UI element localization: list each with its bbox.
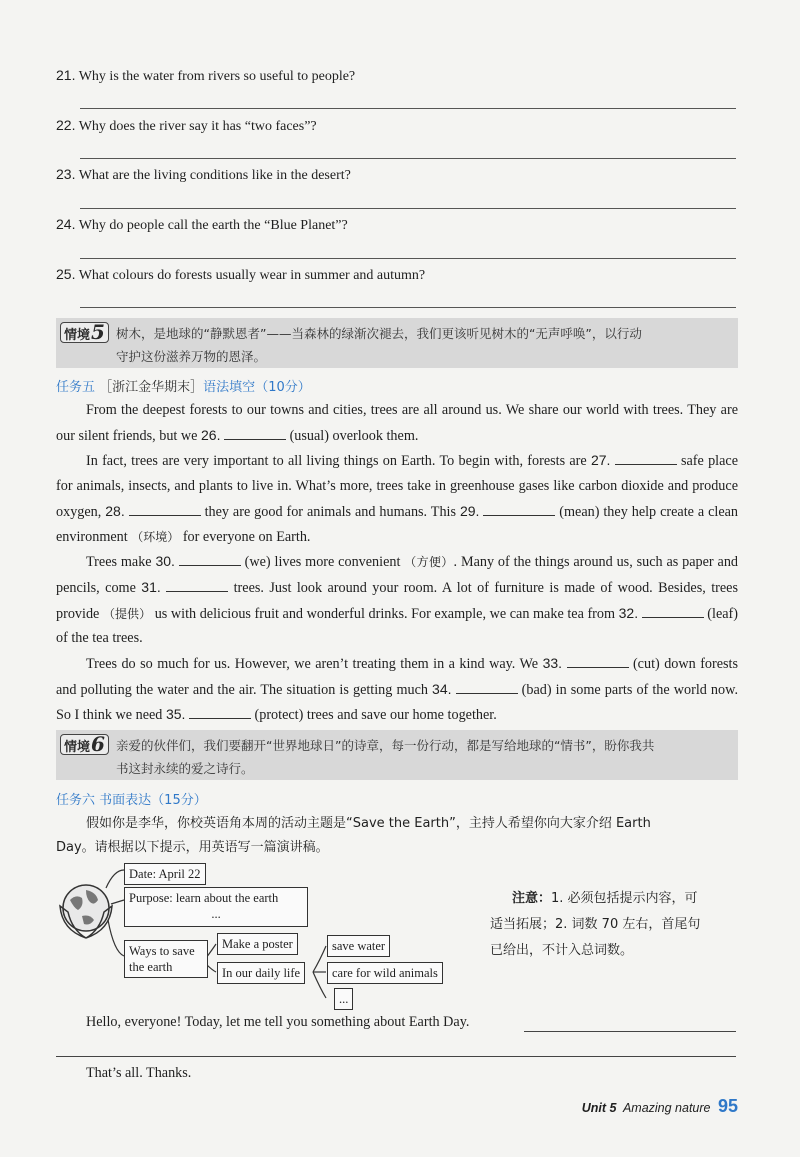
answer-line-23[interactable] <box>80 208 736 209</box>
blank-35[interactable] <box>189 704 251 719</box>
essay-line-2[interactable] <box>56 1056 736 1057</box>
paragraph-4: Trees do so much for us. However, we aren’t treating them in a kind way. We 33. (cut) down forests and polluting the water and the air. The situation is getting much 34. (bad) in some parts of the world now. So I think we need 35. (protect) trees and save our home together. <box>56 655 739 724</box>
question-number: 25. <box>56 266 76 282</box>
question-24 <box>56 215 348 235</box>
question-number: 23. <box>56 166 76 182</box>
prompt-line-1: 假如你是李华，你校英语角本周的活动主题是“Save the Earth”，主持人希望你向大家介绍 Earth <box>86 816 651 831</box>
paragraph-3: Trees make 30. (we) lives more convenient （方便）. Many of the things around us, such as paper and pencils, come 31. trees. Just look around your room. A lot of furniture is made of wood. Besides, trees provide （提供） us with delicious fruit and wonderful drinks. For example, we can make tea from 32. (leaf) of the tea trees. <box>56 553 739 647</box>
question-text: Why do people call the earth the “Blue Planet”? <box>78 218 348 233</box>
question-number: 24. <box>56 216 76 232</box>
blank-29[interactable] <box>483 501 555 516</box>
blank-34[interactable] <box>456 679 518 694</box>
paragraph-1: From the deepest forests to our towns and cities, trees are all around us. We share our world with trees. They are our silent friends, but we 26. (usual) overlook them. <box>56 402 738 444</box>
ways-box <box>124 940 208 978</box>
blank-28[interactable] <box>129 501 201 516</box>
question-number: 22. <box>56 117 76 133</box>
purpose-more: ... <box>211 907 221 921</box>
essay-line-1[interactable] <box>524 1031 736 1032</box>
scene-tag-number: 6 <box>91 732 105 756</box>
paragraph-2: In fact, trees are very important to all living things on Earth. To begin with, forests are 27. safe place for animals, insects, and plants to live in. What’s more, trees take in greenhouse gases like carbon dioxide and produce oxygen, 28. they are good for animals and humans. This 29. (mean) they help create a clean environment （环境） for everyone on Earth. <box>56 452 739 545</box>
footer-unit: Unit 5 <box>581 1101 617 1115</box>
mind-map <box>56 860 476 1010</box>
note-label: 注意： <box>512 891 552 906</box>
blank-31[interactable] <box>166 577 228 592</box>
scene-tag-number: 5 <box>91 320 105 344</box>
blank-number-27: 27. <box>590 452 611 469</box>
blank-number-26: 26. <box>201 426 221 443</box>
footer-unit-title: Amazing nature <box>622 1101 711 1115</box>
answer-line-25[interactable] <box>80 307 736 308</box>
purpose-box <box>124 887 308 927</box>
question-23 <box>56 165 351 185</box>
blank-number-31: 31. <box>141 578 161 595</box>
task-5-heading <box>56 376 311 395</box>
task-label: 任务六 <box>56 793 96 808</box>
question-number: 21. <box>56 67 76 83</box>
scene-6-tag <box>60 734 109 755</box>
essay-closing: That’s all. Thanks. <box>86 1065 192 1081</box>
question-text: What are the living conditions like in the desert? <box>78 168 351 183</box>
question-text: Why is the water from rivers so useful to people? <box>78 69 356 84</box>
page-number: 95 <box>717 1096 738 1116</box>
prompt-line-2: Day。请根据以下提示，用英语写一篇演讲稿。 <box>56 840 329 855</box>
question-25 <box>56 265 425 285</box>
scene-6-banner <box>56 730 738 780</box>
globe-hands-icon <box>60 885 112 938</box>
blank-number-32: 32. <box>618 604 639 621</box>
blank-30[interactable] <box>179 551 241 566</box>
answer-line-22[interactable] <box>80 158 736 159</box>
task-6-heading <box>56 789 207 808</box>
scene-6-line-1: 亲爱的伙伴们，我们要翻开“世界地球日”的诗章，每一份行动，都是写给地球的“情书”，盼你我共 <box>116 738 655 753</box>
question-text: Why does the river say it has “two faces”? <box>78 119 317 134</box>
ways-line-2: the earth <box>129 960 173 974</box>
blank-26[interactable] <box>224 425 286 440</box>
scene-tag-label: 情境 <box>64 740 91 755</box>
scene-6-line-2: 书这封永续的爱之诗行。 <box>116 761 254 776</box>
writing-note <box>490 886 738 964</box>
blank-33[interactable] <box>567 653 629 668</box>
question-22 <box>56 116 317 136</box>
blank-number-28: 28. <box>105 502 125 519</box>
blank-number-29: 29. <box>459 502 480 519</box>
make-poster-box: Make a poster <box>217 933 298 955</box>
answer-line-24[interactable] <box>80 258 736 259</box>
page-footer <box>582 1096 738 1117</box>
blank-number-30: 30. <box>155 553 175 570</box>
wild-animals-box: care for wild animals <box>327 962 443 984</box>
scene-5-tag <box>60 322 109 343</box>
task-title: 书面表达 <box>99 793 152 808</box>
note-line-1: 注意：1. 必须包括提示内容，可 <box>512 891 698 906</box>
more-box: ... <box>334 988 353 1010</box>
daily-life-box: In our daily life <box>217 962 305 984</box>
purpose-text: Purpose: learn about the earth <box>129 891 279 905</box>
task-label: 任务五 <box>56 380 96 395</box>
writing-prompt <box>56 812 738 860</box>
blank-number-35: 35. <box>165 706 186 723</box>
scene-tag-label: 情境 <box>64 328 91 343</box>
question-21 <box>56 66 355 86</box>
task-score: （15分） <box>151 793 207 808</box>
blank-number-34: 34. <box>432 680 452 697</box>
scene-5-banner <box>56 318 738 368</box>
ways-line-1: Ways to save <box>129 944 195 958</box>
task-title: 语法填空 <box>203 380 256 395</box>
note-line-3: 已给出，不计入总词数。 <box>490 943 634 958</box>
question-text: What colours do forests usually wear in summer and autumn? <box>78 268 426 283</box>
task-score: （10分） <box>255 380 311 395</box>
blank-32[interactable] <box>642 603 704 618</box>
task-source: ［浙江金华期末］ <box>99 380 204 395</box>
grammar-passage <box>56 398 738 728</box>
note-line-2: 适当拓展；2. 词数 70 左右，首尾句 <box>490 917 701 932</box>
blank-number-33: 33. <box>542 655 563 672</box>
essay-opening: Hello, everyone! Today, let me tell you something about Earth Day. <box>86 1014 470 1030</box>
blank-27[interactable] <box>615 450 677 465</box>
answer-line-21[interactable] <box>80 108 736 109</box>
save-water-box: save water <box>327 935 390 957</box>
scene-5-line-1: 树木，是地球的“静默恩者”——当森林的绿渐次褪去，我们更该听见树木的“无声呼唤”，以行动 <box>116 326 642 341</box>
scene-5-line-2: 守护这份滋养万物的恩泽。 <box>116 349 267 364</box>
date-box: Date: April 22 <box>124 863 206 885</box>
